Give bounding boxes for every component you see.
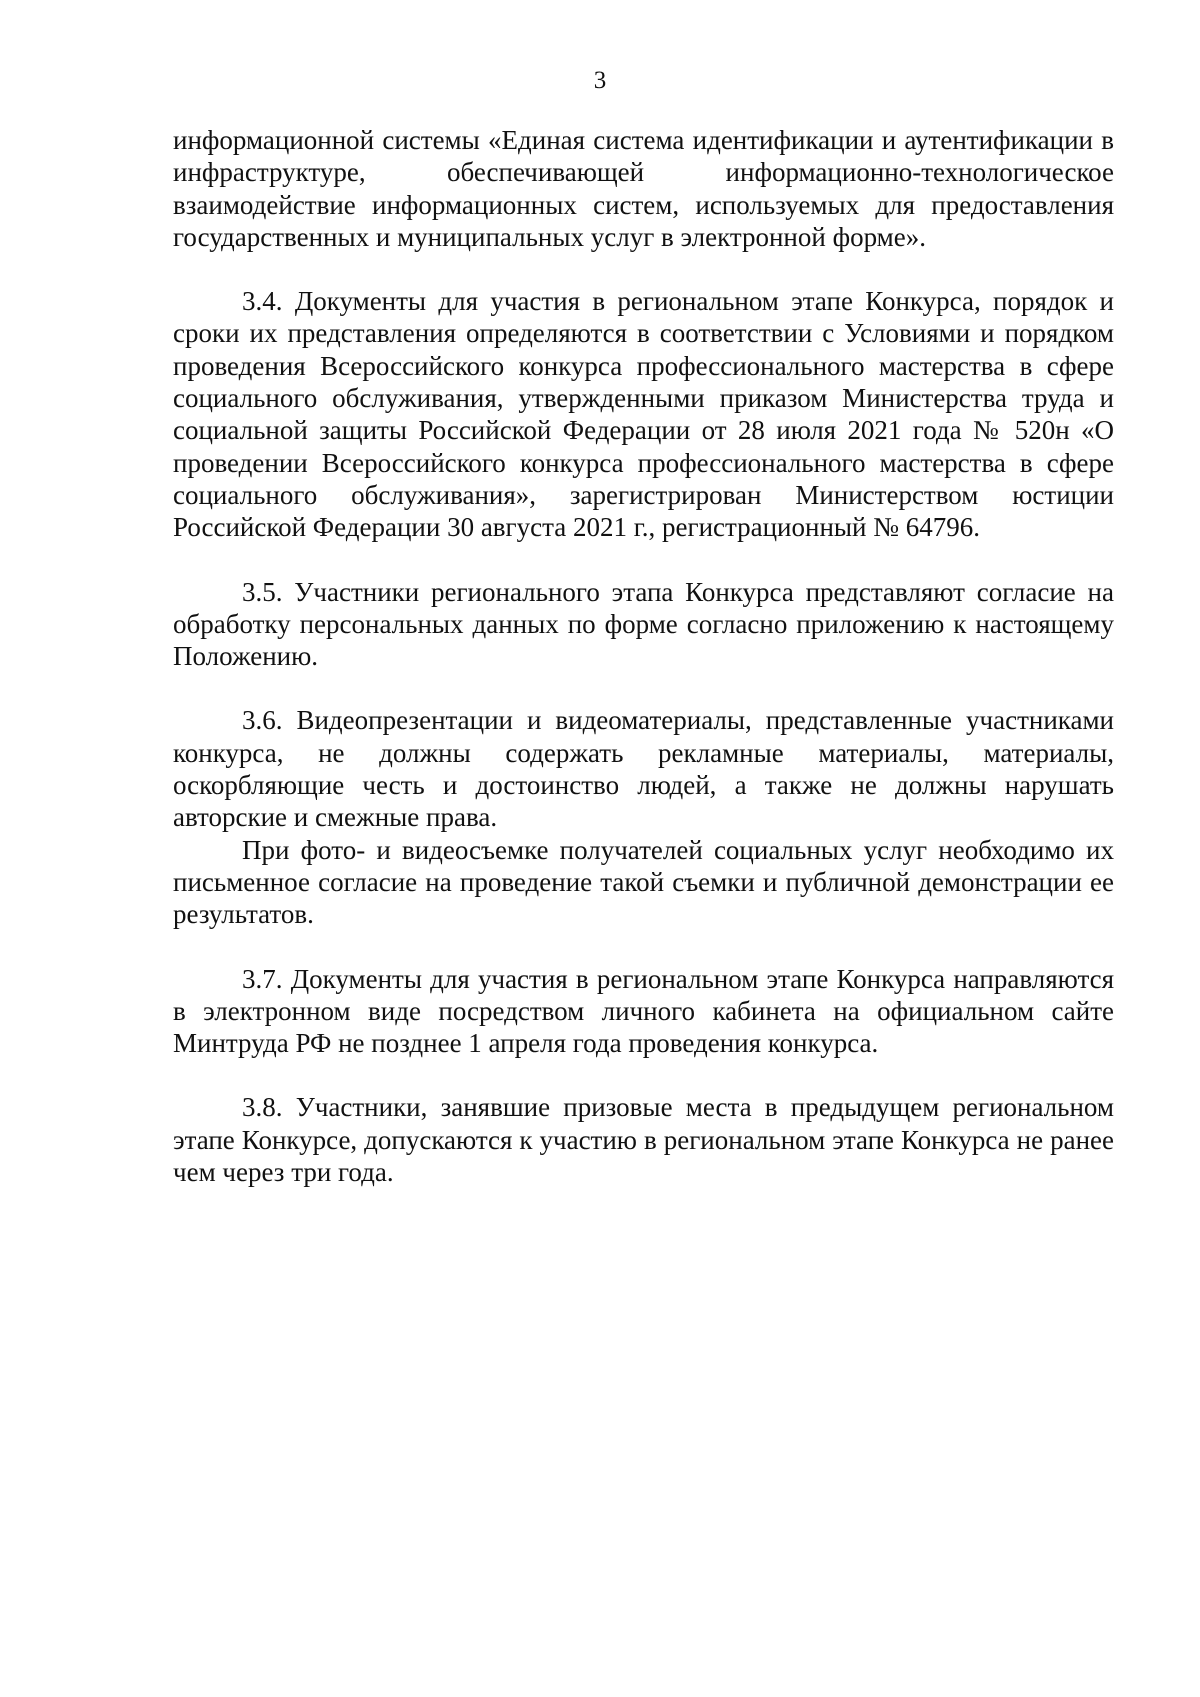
paragraph-continuation: информационной системы «Единая система идентификации и аутентификации в инфраструктуре, обеспечивающей информационно-технологическое взаимодействие информационных систем, используемых для предоставления государственных и муниципальных услуг в электронной форме». — [173, 125, 1114, 252]
page-number: 3 — [593, 67, 607, 94]
document-body — [173, 124, 1114, 1188]
paragraph-3-5: 3.5. Участники регионального этапа Конкурса представляют согласие на обработку персональных данных по форме согласно приложению к настоящему Положению. — [173, 576, 1114, 672]
paragraph-3-7: 3.7. Документы для участия в региональном этапе Конкурса направляются в электронном виде посредством личного кабинета на официальном сайте Минтруда РФ не позднее 1 апреля года проведения конкурса. — [173, 963, 1114, 1059]
paragraph-3-8: 3.8. Участники, занявшие призовые места в предыдущем региональном этапе Конкурсе, допускаются к участию в региональном этапе Конкурса не ранее чем через три года. — [173, 1092, 1114, 1188]
paragraph-3-6: 3.6. Видеопрезентации и видеоматериалы, представленные участниками конкурса, не должны содержать рекламные материалы, материалы, оскорбляющие честь и достоинство людей, а также не должны нарушать авторские и смежные права. — [173, 705, 1114, 833]
paragraph-3-6-photo-consent: При фото- и видеосъемке получателей социальных услуг необходимо их письменное согласие на проведение такой съемки и публичной демонстрации ее результатов. — [173, 834, 1114, 930]
paragraph-3-4: 3.4. Документы для участия в региональном этапе Конкурса, порядок и сроки их представления определяются в соответствии с Условиями и порядком проведения Всероссийского конкурса профессионального мастерства в сфере социального обслуживания, утвержденными приказом Министерства труда и социальной защиты Российской Федерации от 28 июля 2021 года № 520н «О проведении Всероссийского конкурса профессионального мастерства в сфере социального обслуживания», зарегистрирован Министерством юстиции Российской Федерации 30 августа 2021 г., регистрационный № 64796. — [173, 286, 1114, 543]
